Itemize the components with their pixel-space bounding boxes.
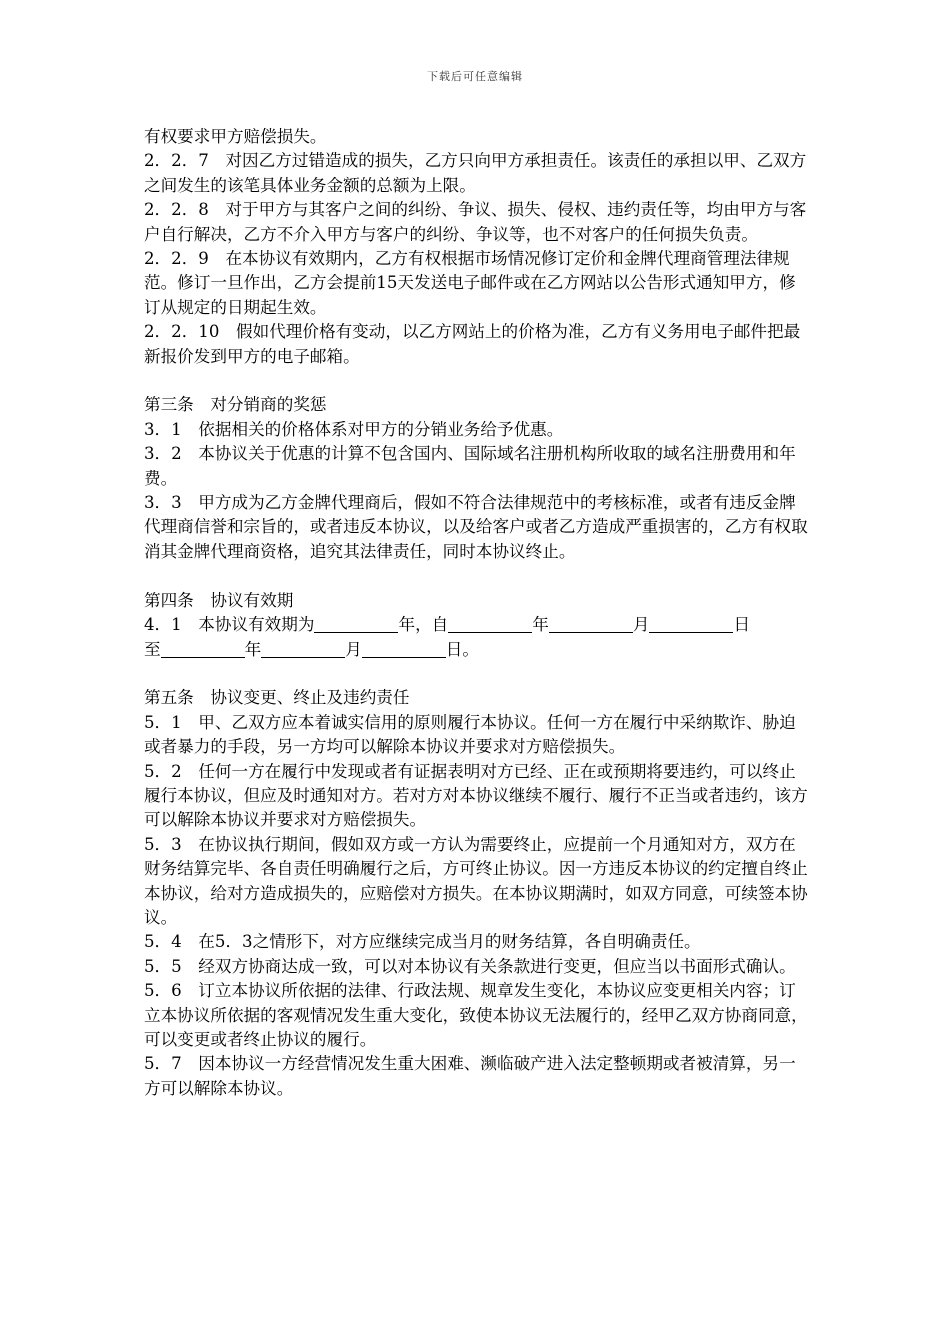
spacer [144,564,809,588]
blank-field[interactable] [649,616,733,633]
label-from: ，自 [415,615,449,635]
clause-2-2-6-tail: 有权要求甲方赔偿损失。 [144,127,327,146]
clause-5-6: 5．6 订立本协议所依据的法律、行政法规、规章发生变化，本协议应变更相关内容；订立本协议所依据的客观情况发生重大变化，致使本协议无法履行的，经甲乙双方协商同意，可以变更或者终止协议的履行。 [144,981,808,1049]
spacer [144,369,809,393]
clause-3-1: 3．1 依据相关的价格体系对甲方的分销业务给予优惠。 [144,419,564,439]
label-year: 年 [532,615,549,635]
clause-5-4: 5．4 在5．3之情形下，对方应继续完成当月的财务结算，各自明确责任。 [144,932,701,952]
clause-5-2: 5．2 任何一方在履行中发现或者有证据表明对方已经、正在或预期将要违约，可以终止履行本协议，但应及时通知对方。若对方对本协议继续不履行、履行不正当或者违约，该方可以解除本协议并要求对方赔偿损失。 [144,761,808,830]
clause-2-2-10: 2．2．10 假如代理价格有变动，以乙方网站上的价格为准，乙方有义务用电子邮件把最新报价发到甲方的电子邮箱。 [144,322,801,366]
label-day: 日 [733,615,751,635]
clause-4-1 [144,613,809,662]
blank-field[interactable] [362,641,446,658]
clause-3-3: 3．3 甲方成为乙方金牌代理商后，假如不符合法律规范中的考核标准，或者有违反金牌代理商信誉和宗旨的，或者违反本协议，以及给客户或者乙方造成严重损害的，乙方有权取消其金牌代理商资格，追究其法律责任，同时本协议终止。 [144,493,808,561]
blank-field[interactable] [314,616,398,633]
article-3-title: 第三条 对分销商的奖惩 [144,395,327,415]
clause-3-2: 3．2 本协议关于优惠的计算不包含国内、国际域名注册机构所收取的域名注册费用和年费。 [144,444,796,488]
label-end: 日。 [445,639,479,659]
clause-5-5: 5．5 经双方协商达成一致，可以对本协议有关条款进行变更，但应当以书面形式确认。 [144,956,796,976]
clause-5-7: 5．7 因本协议一方经营情况发生重大困难、濒临破产进入法定整顿期或者被清算，另一方可以解除本协议。 [144,1054,796,1098]
blank-field[interactable] [549,616,633,633]
label-to: 至 [144,639,161,659]
clause-2-2-7: 2．2．7 对因乙方过错造成的损失，乙方只向甲方承担责任。该责任的承担以甲、乙双方之间发生的该笔具体业务金额的总额为上限。 [144,151,807,195]
blank-field[interactable] [448,616,532,633]
spacer [144,662,809,686]
clause-2-2-8: 2．2．8 对于甲方与其客户之间的纠纷、争议、损失、侵权、违约责任等，均由甲方与客户自行解决，乙方不介入甲方与客户的纠纷、争议等，也不对客户的任何损失负责。 [144,200,807,244]
clause-2-2-9: 2．2．9 在本协议有效期内，乙方有权根据市场情况修订定价和金牌代理商管理法律规范。修订一旦作出，乙方会提前15天发送电子邮件或在乙方网站以公告形式通知甲方，修订从规定的日期起生效。 [144,249,796,317]
clause-4-1-intro: 4．1 本协议有效期为 [144,615,315,635]
article-5-title: 第五条 协议变更、终止及违约责任 [144,688,410,708]
page-header: 下载后可任意编辑 [427,70,523,83]
document-body [144,125,809,1101]
blank-field[interactable] [161,641,245,658]
clause-5-3: 5．3 在协议执行期间，假如双方或一方认为需要终止，应提前一个月通知对方，双方在财务结算完毕、各自责任明确履行之后，方可终止协议。因一方违反本协议的约定擅自终止本协议，给对方造成损失的，应赔偿对方损失。在本协议期满时，如双方同意，可续签本协议。 [144,834,808,927]
label-year: 年 [244,639,262,659]
label-month: 月 [632,615,650,635]
label-month: 月 [345,639,362,659]
clause-5-1: 5．1 甲、乙双方应本着诚实信用的原则履行本协议。任何一方在履行中采纳欺诈、胁迫或者暴力的手段，另一方均可以解除本协议并要求对方赔偿损失。 [144,712,796,757]
label-year: 年 [398,615,416,635]
blank-field[interactable] [261,641,345,658]
article-4-title: 第四条 协议有效期 [144,590,294,610]
